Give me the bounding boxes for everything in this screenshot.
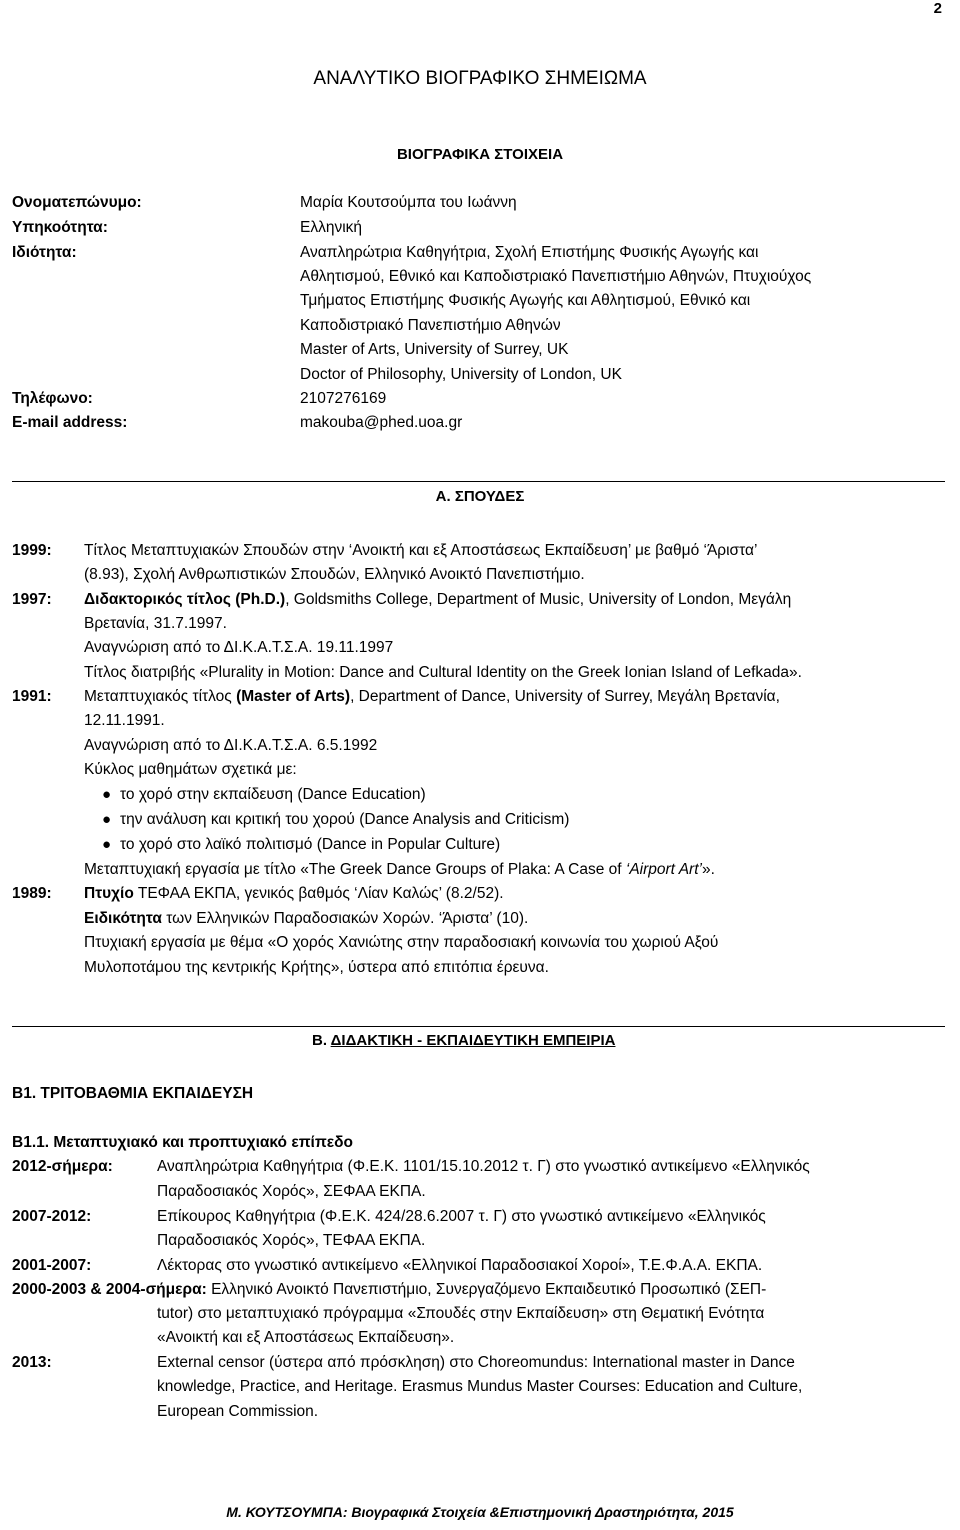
bio-heading: ΒΙΟΓΡΑΦΙΚΑ ΣΤΟΙΧΕΙΑ: [396, 146, 564, 163]
role-line: tutor) στο μεταπτυχιακό πρόγραμμα «Σπουδές στην Εκπαίδευση» στη Θεματική Ενότητα: [157, 1305, 765, 1322]
specialty-details: των Ελληνικών Παραδοσιακών Χορών. ‘Άριστα’ (10).: [161, 910, 529, 927]
role-line: knowledge, Practice, and Heritage. Erasmus Mundus Master Courses: Education and Culture,: [157, 1378, 803, 1395]
role-line: Λέκτορας στο γνωστικό αντικείμενο «Ελληνικοί Παραδοσιακοί Χοροί», Τ.Ε.Φ.Α.Α. ΕΚΠΑ.: [157, 1257, 763, 1274]
role-period: 2000-2003 & 2004-σήμερα:: [12, 1281, 207, 1298]
ma-details: , Department of Dance, University of Surrey, Μεγάλη Βρετανία,: [350, 688, 780, 705]
role-line: External censor (ύστερα από πρόσκληση) στο Choreomundus: International master in Dance: [157, 1354, 795, 1371]
studies-heading: Α. ΣΠΟΥΔΕΣ: [435, 488, 525, 505]
year-1997: 1997:: [12, 591, 52, 608]
thesis-italic: ‘Airport Art’: [625, 861, 702, 878]
email-label: E-mail address:: [12, 414, 128, 431]
status-line: Master of Arts, University of Surrey, UK: [300, 341, 569, 358]
study-1989-line: [84, 882, 945, 907]
subheading-tertiary: Β1. ΤΡΙΤΟΒΑΘΜΙΑ ΕΚΠΑΙΔΕΥΣΗ: [12, 1085, 254, 1102]
email-value[interactable]: makouba@phed.uoa.gr: [300, 414, 463, 431]
study-1999-line: Τίτλος Μεταπτυχιακών Σπουδών στην ‘Ανοικτή και εξ Αποστάσεως Εκπαίδευση’ με βαθμό ‘Άριστα’: [84, 542, 758, 559]
degree-title: Πτυχίο: [84, 885, 134, 902]
role-line-combined: [12, 1278, 945, 1303]
study-1997-line: Τίτλος διατριβής «Plurality in Motion: Dance and Cultural Identity on the Greek Ionian Island of Lefkada».: [84, 664, 802, 681]
section-divider: [12, 481, 945, 482]
page-number: 2: [933, 0, 942, 17]
role-period: 2001-2007:: [12, 1257, 92, 1274]
role-line: Επίκουρος Καθηγήτρια (Φ.Ε.Κ. 424/28.6.2007 τ. Γ) στο γνωστικό αντικείμενο «Ελληνικός: [157, 1208, 766, 1225]
study-1989-line: Πτυχιακή εργασία με θέμα «Ο χορός Χανιώτης στην παραδοσιακή κοινωνία του χωριού Αξού: [84, 934, 719, 951]
role-line: European Commission.: [157, 1403, 319, 1420]
teaching-heading-main: ΔΙΔΑΚΤΙΚΗ - ΕΚΠΑΙΔΕΥΤΙΚΗ ΕΜΠΕΙΡΙΑ: [330, 1032, 616, 1049]
bullet-icon: ●: [102, 811, 112, 828]
role-line: Παραδοσιακός Χορός», ΣΕΦΑΑ ΕΚΠΑ.: [157, 1183, 426, 1200]
study-1999-line: (8.93), Σχολή Ανθρωπιστικών Σπουδών, Ελληνικό Ανοικτό Πανεπιστήμιο.: [84, 566, 585, 583]
role-period: 2013:: [12, 1354, 52, 1371]
teaching-heading: [312, 1032, 662, 1049]
study-1997-line: [84, 588, 945, 613]
nationality-label: Υπηκοότητα:: [12, 219, 108, 236]
course-item: την ανάλυση και κριτική του χορού (Dance Analysis and Criticism): [120, 811, 570, 828]
status-line: Τμήματος Επιστήμης Φυσικής Αγωγής και Αθλητισμού, Εθνικό και: [300, 292, 751, 309]
study-1991-line: Κύκλος μαθημάτων σχετικά με:: [84, 761, 297, 778]
ma-prefix: Μεταπτυχιακός τίτλος: [84, 688, 237, 705]
status-line: Καποδιστριακό Πανεπιστήμιο Αθηνών: [300, 317, 561, 334]
status-line: Αναπληρώτρια Καθηγήτρια, Σχολή Επιστήμης Φυσικής Αγωγής και: [300, 244, 759, 261]
study-1989-line: Μυλοποτάμου της κεντρικής Κρήτης», ύστερα από επιτόπια έρευνα.: [84, 959, 549, 976]
study-1991-thesis: [84, 858, 945, 883]
study-1991-line: [84, 685, 945, 710]
role-period: 2007-2012:: [12, 1208, 92, 1225]
year-1989: 1989:: [12, 885, 52, 902]
study-1989-line: [84, 907, 945, 932]
study-1997-line: Βρετανία, 31.7.1997.: [84, 615, 227, 632]
study-1991-line: 12.11.1991.: [84, 712, 165, 729]
bullet-icon: ●: [102, 786, 112, 803]
course-item: το χορό στο λαϊκό πολιτισμό (Dance in Popular Culture): [120, 836, 501, 853]
role-text: Ελληνικό Ανοικτό Πανεπιστήμιο, Συνεργαζόμενο Εκπαιδευτικό Προσωπικό (ΣΕΠ-: [206, 1281, 767, 1298]
ma-title: (Master of Arts): [236, 688, 351, 705]
nationality-value: Ελληνική: [300, 219, 363, 236]
section-divider: [12, 1026, 945, 1027]
course-item: το χορό στην εκπαίδευση (Dance Education): [120, 786, 426, 803]
year-1991: 1991:: [12, 688, 52, 705]
role-period: 2012-σήμερα:: [12, 1158, 113, 1175]
bullet-icon: ●: [102, 836, 112, 853]
role-line: Παραδοσιακός Χορός», ΤΕΦΑΑ ΕΚΠΑ.: [157, 1232, 426, 1249]
study-1991-line: Αναγνώριση από το ΔΙ.Κ.Α.Τ.Σ.Α. 6.5.1992: [84, 737, 378, 754]
page-footer: Μ. ΚΟΥΤΣΟΥΜΠΑ: Βιογραφικά Στοιχεία &Επιστημονική Δραστηριότητα, 2015: [226, 1504, 734, 1520]
subheading-postgraduate: Β1.1. Μεταπτυχιακό και προπτυχιακό επίπεδο: [12, 1134, 353, 1151]
degree-details: ΤΕΦΑΑ ΕΚΠΑ, γενικός βαθμός ‘Λίαν Καλώς’ (8.2/52).: [133, 885, 504, 902]
teaching-heading-prefix: Β.: [312, 1032, 331, 1049]
phone-value: 2107276169: [300, 390, 387, 407]
year-1999: 1999:: [12, 542, 52, 559]
role-line: «Ανοικτή και εξ Αποστάσεως Εκπαίδευση».: [157, 1329, 455, 1346]
role-line: Αναπληρώτρια Καθηγήτρια (Φ.Ε.Κ. 1101/15.10.2012 τ. Γ) στο γνωστικό αντικείμενο «Ελληνικός: [157, 1158, 810, 1175]
status-line: Doctor of Philosophy, University of London, UK: [300, 366, 622, 383]
thesis-end: ».: [701, 861, 715, 878]
document-title: ΑΝΑΛΥΤΙΚΟ ΒΙΟΓΡΑΦΙΚΟ ΣΗΜΕΙΩΜΑ: [313, 68, 647, 89]
thesis-text: Μεταπτυχιακή εργασία με τίτλο «The Greek Dance Groups of Plaka: A Case of: [84, 861, 626, 878]
phone-label: Τηλέφωνο:: [12, 390, 93, 407]
study-1997-line: Αναγνώριση από το ΔΙ.Κ.Α.Τ.Σ.Α. 19.11.1997: [84, 639, 394, 656]
name-value: Μαρία Κουτσούμπα του Ιωάννη: [300, 194, 517, 211]
status-label: Ιδιότητα:: [12, 244, 77, 261]
name-label: Ονοματεπώνυμο:: [12, 194, 142, 211]
specialty-title: Ειδικότητα: [84, 910, 162, 927]
phd-title: Διδακτορικός τίτλος (Ph.D.): [84, 591, 286, 608]
status-line: Αθλητισμού, Εθνικό και Καποδιστριακό Πανεπιστήμιο Αθηνών, Πτυχιούχος: [300, 268, 812, 285]
phd-details: , Goldsmiths College, Department of Music, University of London, Μεγάλη: [285, 591, 792, 608]
